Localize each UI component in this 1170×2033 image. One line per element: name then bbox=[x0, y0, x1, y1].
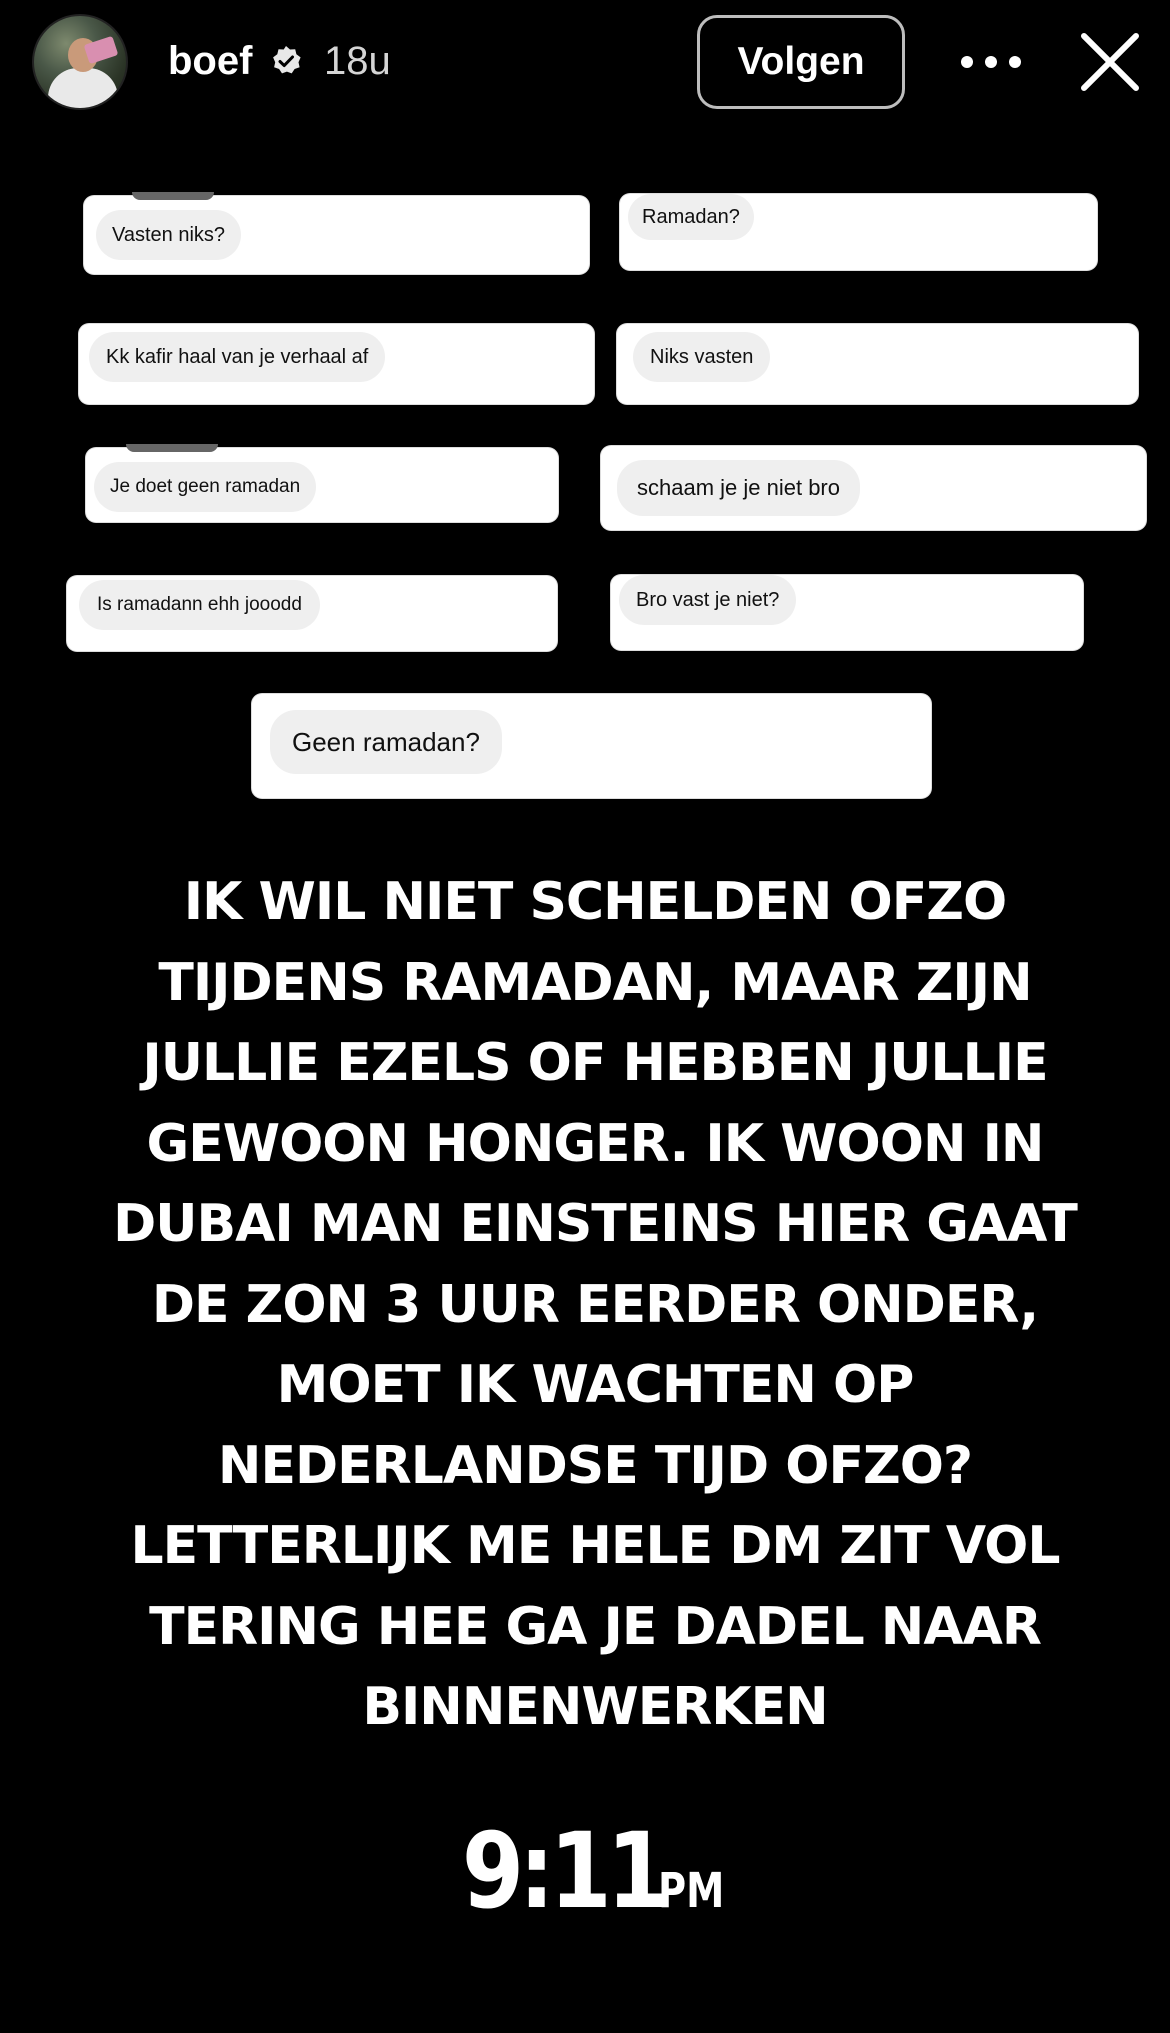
message-card bbox=[611, 575, 1083, 650]
caption-line: TIJDENS RAMADAN, MAAR ZIJN bbox=[158, 952, 1032, 1013]
message-bubble: Bro vast je niet? bbox=[619, 575, 796, 625]
caption-line: LETTERLIJK ME HELE DM ZIT VOL bbox=[130, 1516, 1060, 1576]
message-card bbox=[252, 694, 931, 798]
message-card bbox=[86, 448, 558, 522]
follow-button[interactable]: Volgen bbox=[697, 15, 905, 109]
caption-line: BINNENWERKEN bbox=[362, 1677, 828, 1737]
message-card bbox=[620, 194, 1097, 270]
story-caption bbox=[60, 862, 1130, 1748]
cropped-edge bbox=[132, 192, 214, 200]
caption-line: NEDERLANDSE TIJD OFZO? bbox=[217, 1435, 973, 1496]
message-bubble: Vasten niks? bbox=[96, 210, 241, 260]
username[interactable]: boef bbox=[168, 39, 253, 83]
message-bubble: Je doet geen ramadan bbox=[94, 462, 316, 512]
message-bubble: Kk kafir haal van je verhaal af bbox=[89, 332, 385, 382]
caption-line: GEWOON HONGER. IK WOON IN bbox=[146, 1113, 1044, 1174]
more-horizontal-icon[interactable] bbox=[958, 44, 1024, 80]
message-bubble: schaam je je niet bro bbox=[617, 460, 860, 516]
caption-line: IK WIL NIET SCHELDEN OFZO bbox=[183, 872, 1007, 932]
message-card bbox=[84, 196, 589, 274]
story-header bbox=[0, 0, 1170, 125]
avatar-shirt bbox=[48, 68, 118, 110]
message-bubble: Geen ramadan? bbox=[270, 710, 502, 774]
message-bubble: Is ramadann ehh jooodd bbox=[79, 580, 320, 630]
time-sticker-ampm: PM bbox=[657, 1863, 725, 1919]
caption-line: TERING HEE GA JE DADEL NAAR bbox=[149, 1596, 1041, 1657]
message-card bbox=[601, 446, 1146, 530]
caption-line: DE ZON 3 UUR EERDER ONDER, bbox=[151, 1274, 1039, 1335]
message-bubble: Ramadan? bbox=[628, 194, 754, 240]
message-card bbox=[79, 324, 594, 404]
time-sticker-time: 9:11 bbox=[462, 1810, 664, 1932]
verified-badge-icon bbox=[270, 45, 302, 77]
post-time-ago: 18u bbox=[324, 39, 391, 83]
cropped-edge bbox=[126, 444, 218, 452]
message-bubble: Niks vasten bbox=[633, 332, 770, 382]
caption-line: DUBAI MAN EINSTEINS HIER GAAT bbox=[113, 1194, 1077, 1254]
avatar[interactable] bbox=[32, 14, 128, 110]
caption-line: MOET IK WACHTEN OP bbox=[276, 1355, 914, 1415]
close-icon[interactable] bbox=[1078, 30, 1142, 94]
time-sticker bbox=[0, 1810, 1170, 1932]
message-card bbox=[67, 576, 557, 651]
caption-line: JULLIE EZELS OF HEBBEN JULLIE bbox=[142, 1033, 1048, 1093]
message-card bbox=[617, 324, 1138, 404]
